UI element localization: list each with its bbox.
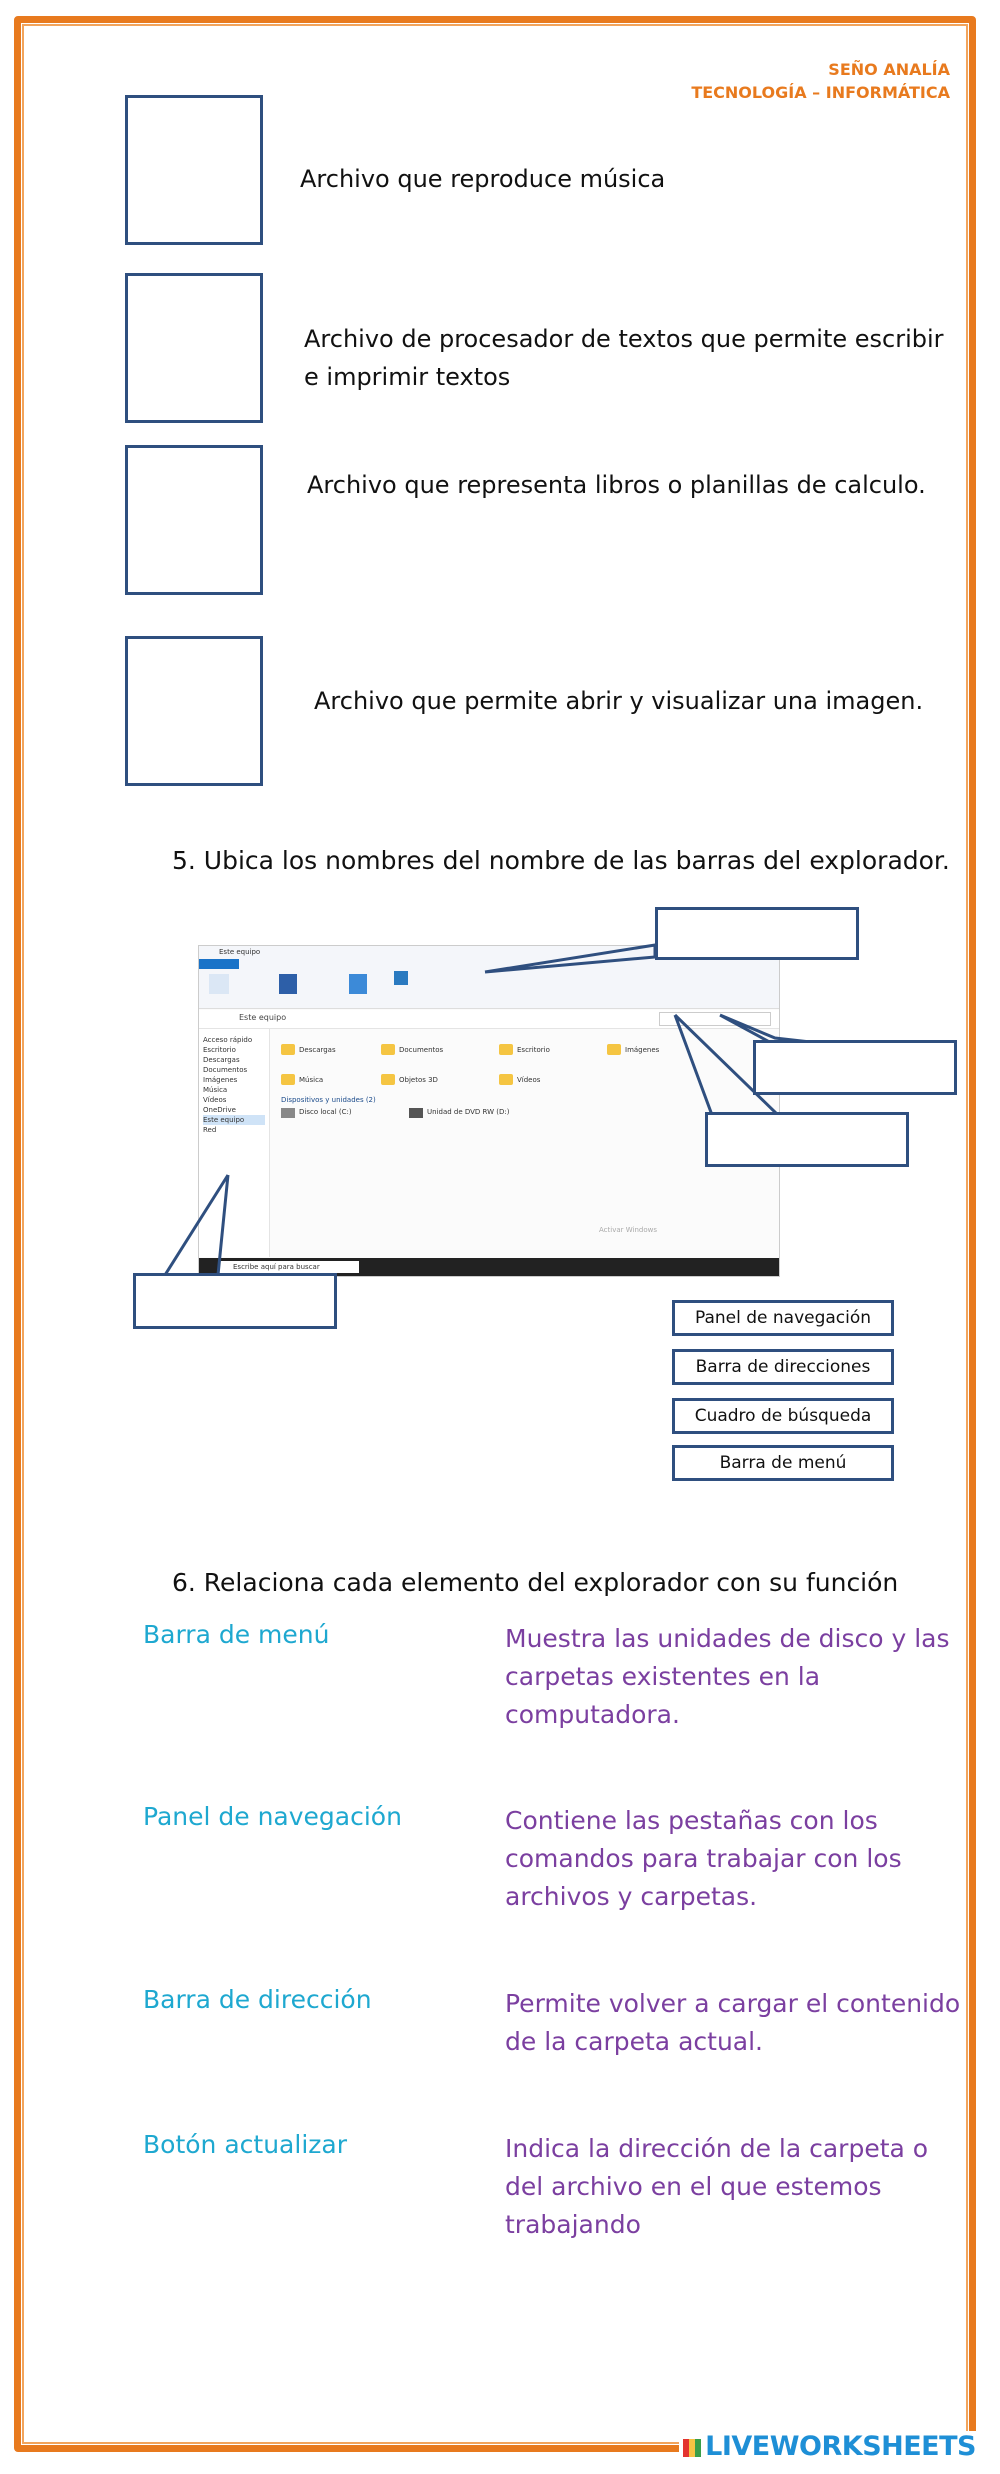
watermark: Activar Windows	[599, 1226, 657, 1234]
explorer-address: Este equipo	[239, 1013, 287, 1022]
function-1[interactable]: Muestra las unidades de disco y las carpetas existentes en la computadora.	[505, 1624, 950, 1729]
function-4[interactable]: Indica la dirección de la carpeta o del archivo en el que estemos trabajando	[505, 2134, 929, 2239]
header-teacher: SEÑO ANALÍA	[828, 60, 950, 79]
item-3-text: Archivo que representa libros o planillas de calculo.	[307, 471, 926, 499]
nav-item: Escritorio	[203, 1046, 236, 1054]
item-4-text: Archivo que permite abrir y visualizar una imagen.	[314, 687, 924, 715]
function-2[interactable]: Contiene las pestañas con los comandos para trabajar con los archivos y carpetas.	[505, 1806, 902, 1911]
header-subject: TECNOLOGÍA – INFORMÁTICA	[691, 83, 950, 102]
option-search-box[interactable]: Cuadro de búsqueda	[672, 1398, 894, 1434]
term-nav-pane[interactable]: Panel de navegación	[143, 1802, 402, 1831]
taskbar-search: Escribe aquí para buscar	[233, 1263, 320, 1271]
option-address-bar[interactable]: Barra de direcciones	[672, 1349, 894, 1385]
drive-label: Unidad de DVD RW (D:)	[427, 1108, 510, 1116]
folder-label: Documentos	[399, 1046, 444, 1054]
drives-header: Dispositivos y unidades (2)	[281, 1096, 376, 1104]
nav-item: Imágenes	[203, 1076, 238, 1084]
answer-box-address[interactable]	[705, 1112, 909, 1167]
nav-item: Documentos	[203, 1066, 248, 1074]
nav-item: Vídeos	[203, 1096, 227, 1104]
term-refresh-button[interactable]: Botón actualizar	[143, 2130, 347, 2159]
item-2-text: Archivo de procesador de textos que permite escribir e imprimir textos	[304, 325, 944, 391]
item-1-text: Archivo que reproduce música	[300, 165, 666, 193]
folder-label: Objetos 3D	[399, 1076, 438, 1084]
nav-item: Red	[203, 1126, 217, 1134]
option-menu-bar[interactable]: Barra de menú	[672, 1445, 894, 1481]
folder-label: Música	[299, 1076, 324, 1084]
section-6-title: 6. Relaciona cada elemento del explorador con su función	[172, 1568, 899, 1597]
liveworksheets-logo	[679, 2431, 980, 2462]
answer-box-nav[interactable]	[133, 1273, 337, 1329]
nav-item: Música	[203, 1086, 228, 1094]
function-3[interactable]: Permite volver a cargar el contenido de la carpeta actual.	[505, 1989, 961, 2056]
term-address-bar[interactable]: Barra de dirección	[143, 1985, 372, 2014]
answer-box-menu[interactable]	[655, 907, 859, 960]
nav-item: Descargas	[203, 1056, 240, 1064]
footer-brand: LIVEWORKSHEETS	[705, 2431, 976, 2462]
term-menu-bar[interactable]: Barra de menú	[143, 1620, 330, 1649]
section-5-title: 5. Ubica los nombres del nombre de las barras del explorador.	[172, 846, 950, 875]
nav-item: Este equipo	[203, 1115, 265, 1125]
folder-label: Descargas	[299, 1046, 336, 1054]
folder-label: Vídeos	[517, 1076, 541, 1084]
nav-item: OneDrive	[203, 1106, 236, 1114]
liveworksheets-icon	[683, 2439, 701, 2457]
nav-item: Acceso rápido	[203, 1036, 253, 1044]
explorer-window-title: Este equipo	[219, 948, 261, 956]
folder-label: Imágenes	[625, 1046, 660, 1054]
answer-box-search[interactable]	[753, 1040, 957, 1095]
option-nav-pane[interactable]: Panel de navegación	[672, 1300, 894, 1336]
drive-label: Disco local (C:)	[299, 1108, 352, 1116]
folder-label: Escritorio	[517, 1046, 550, 1054]
